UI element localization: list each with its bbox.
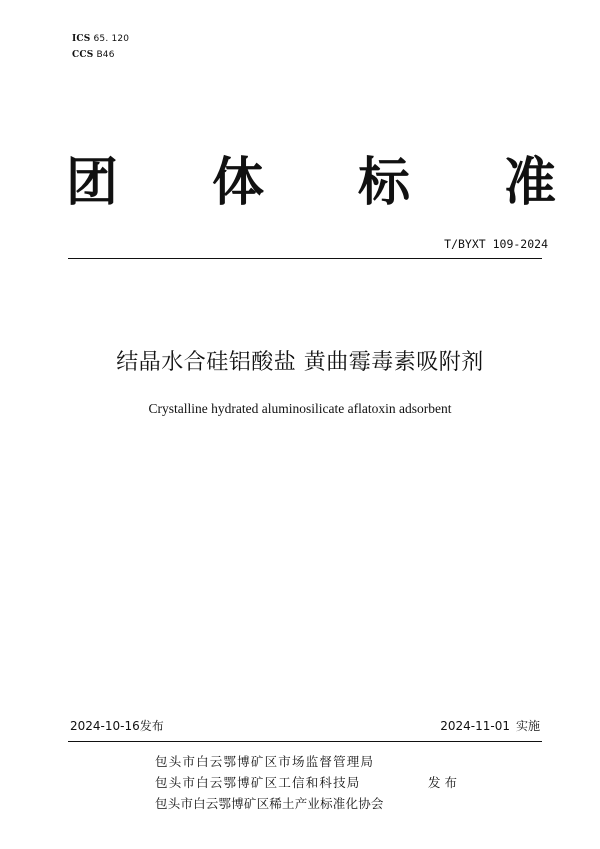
top-divider: [68, 258, 542, 259]
title-char: 准: [503, 153, 556, 213]
title-char: 体: [211, 153, 264, 213]
publisher-rare-earth-association: 包头市白云鄂博矿区稀土产业标准化协会: [155, 796, 384, 811]
document-title-english: Crystalline hydrated aluminosilicate aflatoxin adsorbent: [148, 401, 452, 416]
implementation-date: 2024-11-01: [440, 719, 510, 733]
bottom-divider: [68, 741, 542, 742]
document-title-chinese: 结晶水合硅铝酸盐 黄曲霉毒素吸附剂: [116, 350, 484, 375]
ics-label: ICS: [72, 34, 91, 44]
ccs-classification: [72, 50, 115, 60]
implementation-date-line: [440, 717, 540, 734]
issue-date: 2024-10-16发布: [70, 719, 164, 733]
implementation-label: 实施: [515, 719, 540, 733]
ics-classification: [72, 34, 129, 44]
publisher-industry-technology: 包头市白云鄂博矿区工信和科技局: [155, 775, 361, 790]
title-char: 标: [357, 153, 410, 213]
publish-label: 发布: [428, 775, 462, 790]
ics-value: 65. 120: [93, 34, 130, 44]
title-char: 团: [66, 153, 119, 213]
standard-number: T/BYXT 109-2024: [444, 237, 548, 251]
publisher-market-supervision: 包头市白云鄂博矿区市场监督管理局: [155, 754, 375, 769]
ccs-value: B46: [96, 50, 115, 60]
standard-type-title: [66, 148, 556, 218]
ccs-label: CCS: [72, 50, 94, 60]
